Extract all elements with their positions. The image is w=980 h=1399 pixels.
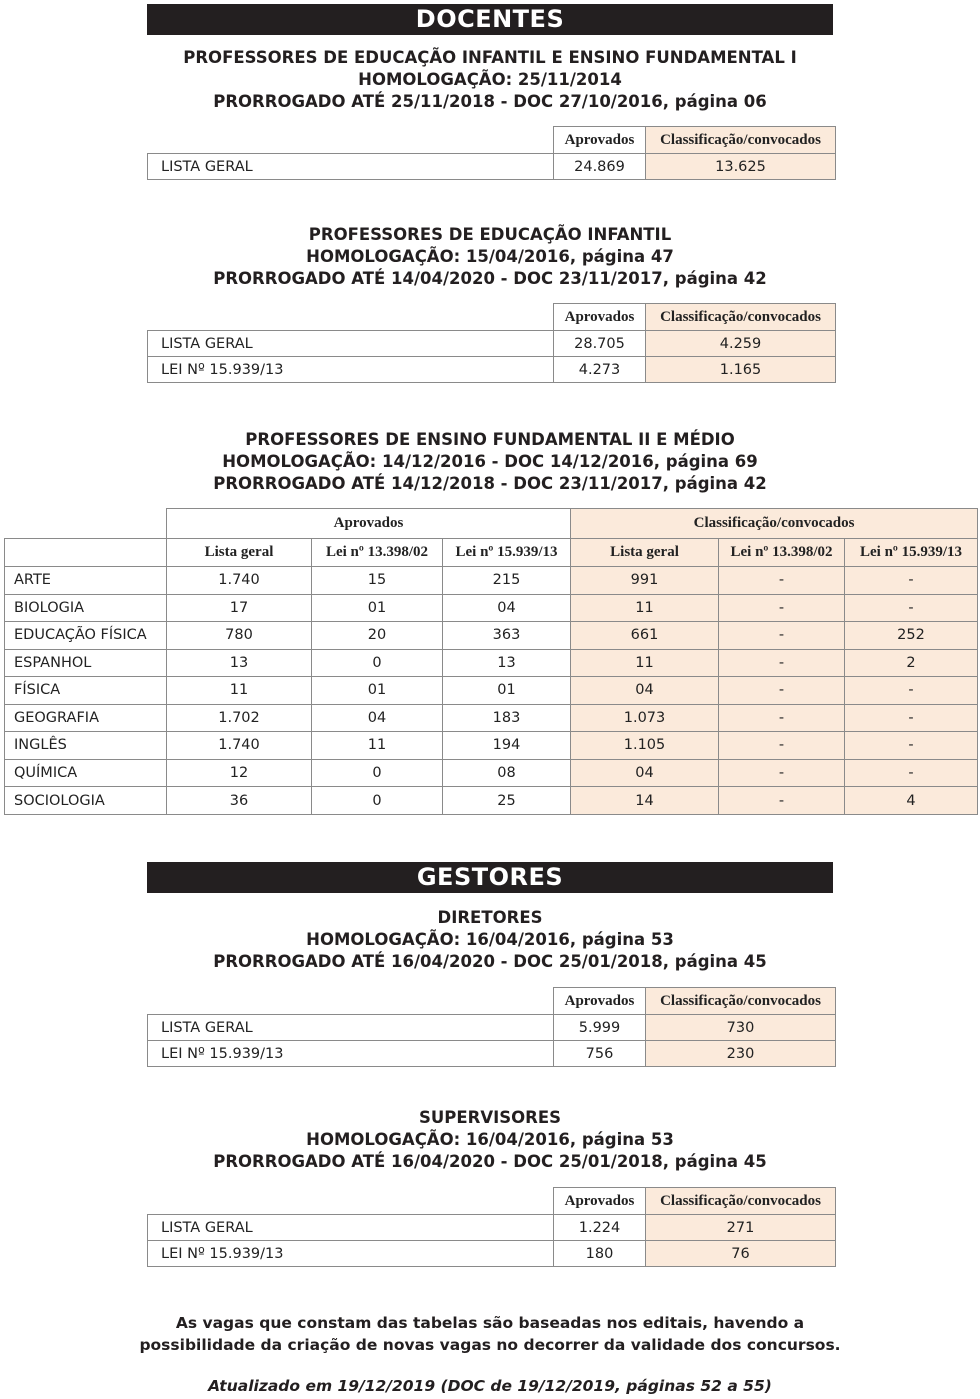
cell-aprovados: 5.999: [554, 1015, 646, 1041]
cell-convocados: 230: [646, 1041, 836, 1067]
section-homologacao: HOMOLOGAÇÃO: 15/04/2016, página 47: [306, 247, 674, 266]
cell-value: 2: [845, 649, 978, 677]
cell-convocados: 1.165: [646, 357, 836, 383]
cell-value: 0: [312, 649, 443, 677]
table-row: [5, 649, 978, 677]
section-homologacao: HOMOLOGAÇÃO: 16/04/2016, página 53: [306, 930, 674, 949]
cell-value: 991: [571, 567, 719, 595]
row-label: LISTA GERAL: [148, 331, 554, 357]
row-label: FÍSICA: [5, 677, 167, 705]
cell-value: -: [719, 622, 845, 650]
cell-aprovados: 180: [554, 1241, 646, 1267]
cell-convocados: 76: [646, 1241, 836, 1267]
table-row: [148, 1215, 836, 1241]
subcol-lei-13398: Lei nº 13.398/02: [312, 539, 443, 567]
col-header-classificacao: Classificação/convocados: [646, 304, 836, 331]
subcol-lei-15939: Lei nº 15.939/13: [443, 539, 571, 567]
cell-value: 780: [167, 622, 312, 650]
table-row: [148, 357, 836, 383]
cell-value: 13: [443, 649, 571, 677]
section-homologacao: HOMOLOGAÇÃO: 16/04/2016, página 53: [306, 1130, 674, 1149]
cell-value: 01: [312, 677, 443, 705]
section-heading-ef2-medio: [0, 429, 980, 495]
table-row: [148, 1241, 836, 1267]
cell-aprovados: 28.705: [554, 331, 646, 357]
updated-footer: Atualizado em 19/12/2019 (DOC de 19/12/2019, páginas 52 a 55): [208, 1377, 772, 1395]
cell-convocados: 4.259: [646, 331, 836, 357]
row-label: GEOGRAFIA: [5, 704, 167, 732]
cell-value: -: [719, 759, 845, 787]
table-row: [5, 759, 978, 787]
row-label: ESPANHOL: [5, 649, 167, 677]
section-prorrogado: PRORROGADO ATÉ 16/04/2020 - DOC 25/01/2018, página 45: [213, 952, 767, 971]
cell-value: -: [845, 759, 978, 787]
cell-value: -: [845, 704, 978, 732]
col-header-classificacao: Classificação/convocados: [646, 127, 836, 154]
cell-value: 01: [443, 677, 571, 705]
docentes-banner: DOCENTES: [147, 4, 833, 35]
cell-value: 04: [571, 677, 719, 705]
section-title: SUPERVISORES: [418, 1108, 562, 1127]
cell-value: 13: [167, 649, 312, 677]
cell-convocados: 730: [646, 1015, 836, 1041]
row-label: LEI Nº 15.939/13: [148, 1041, 554, 1067]
cell-value: 04: [443, 594, 571, 622]
note-line: possibilidade da criação de novas vagas no decorrer da validade dos concursos.: [139, 1336, 841, 1354]
section-heading-ei: [0, 224, 980, 290]
table-row: [148, 331, 836, 357]
cell-aprovados: 24.869: [554, 154, 646, 180]
cell-value: -: [845, 732, 978, 760]
row-label: INGLÊS: [5, 732, 167, 760]
table-ei-ef1: [147, 126, 836, 180]
table-diretores: [147, 987, 836, 1067]
row-label: LEI Nº 15.939/13: [148, 1241, 554, 1267]
cell-value: 215: [443, 567, 571, 595]
subcol-lei-15939: Lei nº 15.939/13: [845, 539, 978, 567]
cell-value: 252: [845, 622, 978, 650]
col-header-classificacao: Classificação/convocados: [646, 988, 836, 1015]
cell-value: -: [719, 704, 845, 732]
table-ei: [147, 303, 836, 383]
row-label: EDUCAÇÃO FÍSICA: [5, 622, 167, 650]
cell-value: 12: [167, 759, 312, 787]
cell-value: -: [719, 567, 845, 595]
section-heading-diretores: [0, 907, 980, 973]
section-heading-supervisores: [0, 1107, 980, 1173]
section-prorrogado: PRORROGADO ATÉ 25/11/2018 - DOC 27/10/2016, página 06: [213, 92, 767, 111]
table-supervisores: [147, 1187, 836, 1267]
table-row: [5, 677, 978, 705]
subcol-lista-geral: Lista geral: [167, 539, 312, 567]
cell-convocados: 271: [646, 1215, 836, 1241]
note-line: As vagas que constam das tabelas são baseadas nos editais, havendo a: [175, 1314, 805, 1332]
cell-aprovados: 4.273: [554, 357, 646, 383]
cell-value: -: [845, 677, 978, 705]
cell-value: -: [719, 787, 845, 815]
subcol-lei-13398: Lei nº 13.398/02: [719, 539, 845, 567]
cell-value: -: [845, 567, 978, 595]
gestores-banner: GESTORES: [147, 862, 833, 893]
section-prorrogado: PRORROGADO ATÉ 14/04/2020 - DOC 23/11/2017, página 42: [213, 269, 767, 288]
cell-value: 04: [571, 759, 719, 787]
cell-value: 0: [312, 787, 443, 815]
cell-value: 11: [571, 649, 719, 677]
section-prorrogado: PRORROGADO ATÉ 16/04/2020 - DOC 25/01/2018, página 45: [213, 1152, 767, 1171]
col-header-aprovados: Aprovados: [554, 1188, 646, 1215]
col-header-aprovados: Aprovados: [554, 127, 646, 154]
table-row: [5, 594, 978, 622]
section-title: PROFESSORES DE ENSINO FUNDAMENTAL II E MÉDIO: [245, 430, 735, 449]
col-header-aprovados: Aprovados: [554, 304, 646, 331]
cell-value: 36: [167, 787, 312, 815]
cell-value: 25: [443, 787, 571, 815]
cell-value: 1.105: [571, 732, 719, 760]
row-label: LISTA GERAL: [148, 1215, 554, 1241]
cell-value: -: [719, 732, 845, 760]
table-row: [148, 1041, 836, 1067]
cell-value: 04: [312, 704, 443, 732]
table-row: [148, 154, 836, 180]
cell-value: 661: [571, 622, 719, 650]
table-row: [5, 732, 978, 760]
cell-value: 11: [312, 732, 443, 760]
cell-value: 01: [312, 594, 443, 622]
col-header-classificacao: Classificação/convocados: [646, 1188, 836, 1215]
table-row: [5, 787, 978, 815]
cell-value: 11: [571, 594, 719, 622]
cell-value: -: [719, 677, 845, 705]
table-ef2-medio: [4, 508, 978, 815]
row-label: ARTE: [5, 567, 167, 595]
cell-value: 1.740: [167, 567, 312, 595]
group-header-aprovados: Aprovados: [167, 509, 571, 539]
table-row: [5, 567, 978, 595]
row-label: BIOLOGIA: [5, 594, 167, 622]
cell-value: 363: [443, 622, 571, 650]
table-row: [5, 622, 978, 650]
table-row: [148, 1015, 836, 1041]
section-homologacao: HOMOLOGAÇÃO: 25/11/2014: [358, 70, 622, 89]
table-row: [5, 704, 978, 732]
row-label: QUÍMICA: [5, 759, 167, 787]
cell-value: 1.073: [571, 704, 719, 732]
cell-value: 0: [312, 759, 443, 787]
section-heading-ei-ef1: [0, 47, 980, 113]
row-label: LEI Nº 15.939/13: [148, 357, 554, 383]
cell-value: 08: [443, 759, 571, 787]
section-homologacao: HOMOLOGAÇÃO: 14/12/2016 - DOC 14/12/2016, página 69: [222, 452, 758, 471]
cell-value: 11: [167, 677, 312, 705]
cell-value: 17: [167, 594, 312, 622]
row-label: LISTA GERAL: [148, 154, 554, 180]
cell-value: 4: [845, 787, 978, 815]
vacancy-note: [0, 1312, 980, 1356]
section-prorrogado: PRORROGADO ATÉ 14/12/2018 - DOC 23/11/2017, página 42: [213, 474, 767, 493]
cell-value: -: [719, 649, 845, 677]
cell-value: 1.702: [167, 704, 312, 732]
section-title: PROFESSORES DE EDUCAÇÃO INFANTIL E ENSINO FUNDAMENTAL I: [183, 48, 797, 67]
cell-value: -: [845, 594, 978, 622]
row-label: LISTA GERAL: [148, 1015, 554, 1041]
cell-value: 1.740: [167, 732, 312, 760]
cell-value: 20: [312, 622, 443, 650]
section-title: PROFESSORES DE EDUCAÇÃO INFANTIL: [308, 225, 672, 244]
cell-value: 15: [312, 567, 443, 595]
subcol-lista-geral: Lista geral: [571, 539, 719, 567]
col-header-aprovados: Aprovados: [554, 988, 646, 1015]
section-title: DIRETORES: [437, 908, 543, 927]
cell-value: 183: [443, 704, 571, 732]
cell-value: 194: [443, 732, 571, 760]
cell-convocados: 13.625: [646, 154, 836, 180]
cell-value: 14: [571, 787, 719, 815]
cell-aprovados: 756: [554, 1041, 646, 1067]
row-label: SOCIOLOGIA: [5, 787, 167, 815]
group-header-classificacao: Classificação/convocados: [571, 509, 978, 539]
cell-value: -: [719, 594, 845, 622]
cell-aprovados: 1.224: [554, 1215, 646, 1241]
